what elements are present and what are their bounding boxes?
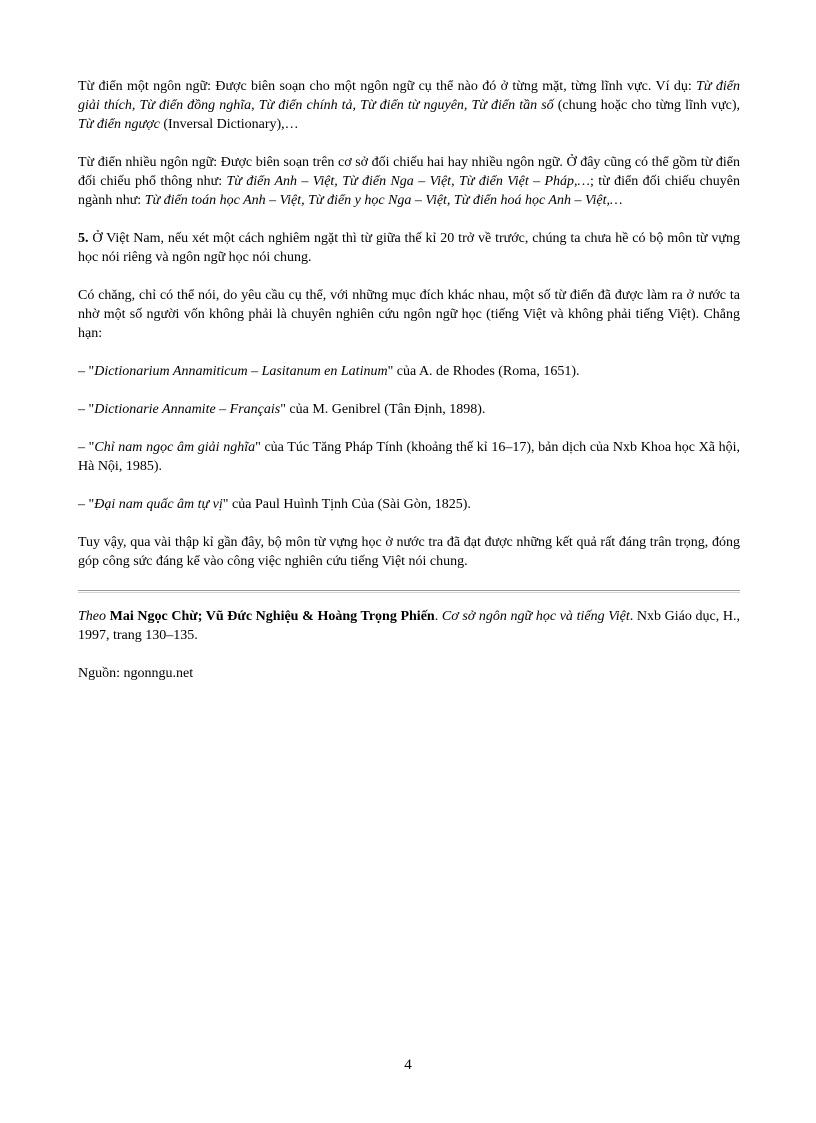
work-item: – "Dictionarie Annamite – Français" của M. Genibrel (Tân Định, 1898).	[78, 402, 486, 417]
paragraph-text: Từ điển nhiều ngôn ngữ: Được biên soạn trên cơ sở đối chiếu hai hay nhiều ngôn ngữ. Ở đây cũng có thể gồm từ điển đối chiếu phổ thông như:	[78, 155, 740, 189]
work-item: – "Đại nam quấc âm tự vị" của Paul Huình Tịnh Của (Sài Gòn, 1825).	[78, 497, 471, 512]
general-dictionary-examples: Từ điển Anh – Việt, Từ điển Nga – Việt, Từ điển Việt – Pháp,…	[226, 174, 590, 189]
paragraph-text: Có chăng, chỉ có thể nói, do yêu cầu cụ thể, với những mục đích khác nhau, một số từ điển đã được làm ra ở nước ta nhờ một số người vốn không phải là chuyên nghiên cứu ngôn ngữ học (tiếng Việt và không phải tiếng Việt). Chẳng hạn:	[78, 288, 740, 341]
paragraph-text: (Inversal Dictionary),…	[159, 117, 299, 132]
reverse-dictionary-term: Từ điển ngược	[78, 117, 160, 132]
work-item: – "Dictionarium Annamiticum – Lasitanum en Latinum" của A. de Rhodes (Roma, 1651).	[78, 364, 580, 379]
paragraph-multilingual-dictionary	[78, 153, 740, 210]
paragraph-text: (chung hoặc cho từng lĩnh vực),	[553, 98, 740, 113]
work-title: Dictionarie Annamite – Français	[94, 402, 281, 417]
paragraph-text: Từ điển một ngôn ngữ: Được biên soạn cho một ngôn ngữ cụ thể nào đó ở từng mặt, từng lĩnh vực. Ví dụ:	[78, 79, 697, 94]
work-title: Dictionarium Annamiticum – Lasitanum en Latinum	[94, 364, 388, 379]
dictionary-examples: Từ điển giải thích, Từ điển đồng nghĩa, Từ điển chính tả, Từ điển từ nguyên, Từ điển tần số	[78, 79, 741, 113]
citation-theo: Theo	[78, 609, 106, 624]
citation-details: . Nxb Giáo dục, H., 1997, trang 130–135.	[78, 609, 740, 643]
paragraph-text: ; từ điển đối chiếu chuyên ngành như:	[78, 174, 740, 208]
citation-book-title: Cơ sở ngôn ngữ học và tiếng Việt	[441, 609, 630, 624]
document-body	[78, 77, 740, 702]
section-number: 5.	[78, 231, 89, 246]
citation-authors: Mai Ngọc Chừ; Vũ Đức Nghiệu & Hoàng Trọng Phiến	[109, 609, 435, 624]
citation: Theo Mai Ngọc Chừ; Vũ Đức Nghiệu & Hoàng Trọng Phiến. Cơ sở ngôn ngữ học và tiếng Việt. Nxb Giáo dục, H., 1997, trang 130–135.	[78, 609, 740, 643]
work-item: – "Chỉ nam ngọc âm giải nghĩa" của Túc Tăng Pháp Tính (khoảng thế kỉ 16–17), bản dịch của Nxb Khoa học Xã hội, Hà Nội, 1985).	[78, 440, 740, 474]
paragraph-text: Ở Việt Nam, nếu xét một cách nghiêm ngặt thì từ giữa thế kỉ 20 trở về trước, chúng ta chưa hề có bộ môn từ vựng học nói riêng và ngôn ngữ học nói chung.	[78, 231, 740, 265]
paragraph-vietnam-history	[78, 229, 740, 267]
work-title: Chỉ nam ngọc âm giải nghĩa	[94, 440, 256, 455]
paragraph-early-dictionaries	[78, 286, 740, 343]
paragraph-conclusion: Tuy vậy, qua vài thập kỉ gần đây, bộ môn từ vựng học ở nước tra đã đạt được những kết quả rất đáng trân trọng, đóng góp công sức đáng kể vào công việc nghiên cứu tiếng Việt nói chung.	[78, 535, 740, 569]
divider	[78, 590, 740, 593]
paragraph-monolingual-dictionary	[78, 77, 740, 134]
work-title: Đại nam quấc âm tự vị	[94, 497, 223, 512]
source-line: Nguồn: ngonngu.net	[78, 666, 194, 681]
specialized-dictionary-examples: Từ điển toán học Anh – Việt, Từ điển y học Nga – Việt, Từ điển hoá học Anh – Việt,…	[144, 193, 623, 208]
page-number: 4	[404, 1057, 412, 1073]
